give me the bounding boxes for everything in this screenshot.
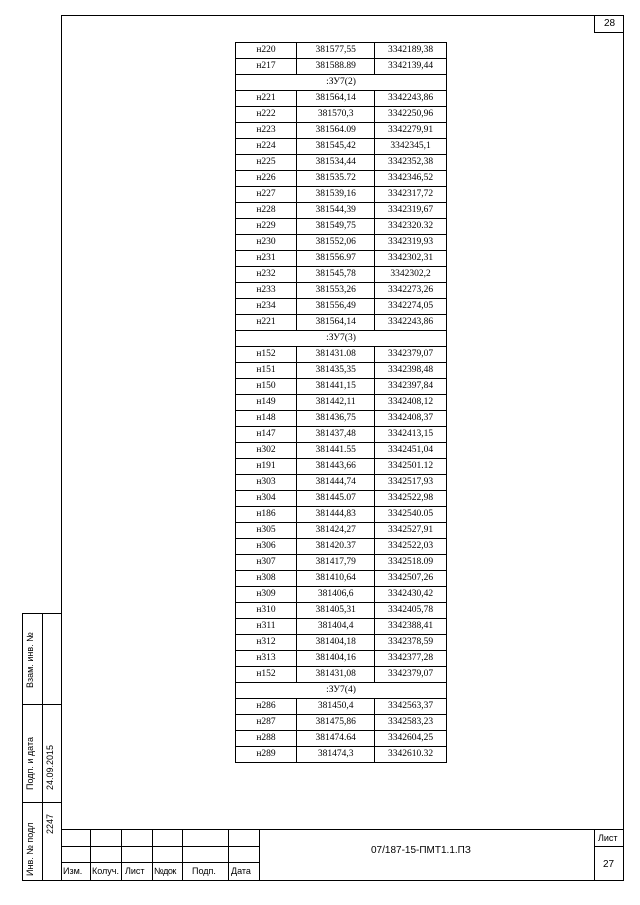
table-row (236, 107, 447, 123)
y-coordinate-cell: 3342604,25 (375, 731, 447, 747)
col-list: Лист (125, 866, 145, 876)
x-coordinate-cell: 381445.07 (297, 491, 375, 507)
table-row (236, 363, 447, 379)
x-coordinate-cell: 381405,31 (297, 603, 375, 619)
x-coordinate-cell: 381474.64 (297, 731, 375, 747)
point-id-cell: н304 (236, 491, 297, 507)
point-id-cell: н311 (236, 619, 297, 635)
x-coordinate-cell: 381474,3 (297, 747, 375, 763)
x-coordinate-cell: 381444,83 (297, 507, 375, 523)
table-row (236, 571, 447, 587)
tb-line (182, 829, 183, 881)
x-coordinate-cell: 381552,06 (297, 235, 375, 251)
section-row (236, 331, 447, 347)
table-row (236, 667, 447, 683)
y-coordinate-cell: 3342352,38 (375, 155, 447, 171)
table-row (236, 267, 447, 283)
x-coordinate-cell: 381444,74 (297, 475, 375, 491)
y-coordinate-cell: 3342451,04 (375, 443, 447, 459)
y-coordinate-cell: 3342540.05 (375, 507, 447, 523)
x-coordinate-cell: 381410,64 (297, 571, 375, 587)
point-id-cell: н225 (236, 155, 297, 171)
tb-line (152, 829, 153, 881)
title-block (61, 829, 624, 881)
side-stamp-divider (42, 614, 43, 880)
x-coordinate-cell: 381549,75 (297, 219, 375, 235)
x-coordinate-cell: 381404,18 (297, 635, 375, 651)
table-row (236, 731, 447, 747)
table-row (236, 123, 447, 139)
inv-podl-label: Инв. № подл (25, 822, 35, 876)
point-id-cell: н149 (236, 395, 297, 411)
tb-line (90, 829, 91, 881)
y-coordinate-cell: 3342139,44 (375, 59, 447, 75)
y-coordinate-cell: 3342250,96 (375, 107, 447, 123)
y-coordinate-cell: 3342302,2 (375, 267, 447, 283)
side-stamp-row-divider (23, 704, 62, 705)
y-coordinate-cell: 3342379,07 (375, 667, 447, 683)
y-coordinate-cell: 3342430,42 (375, 587, 447, 603)
x-coordinate-cell: 381404,4 (297, 619, 375, 635)
vzam-inv-label: Взам. инв. № (25, 632, 35, 688)
point-id-cell: н232 (236, 267, 297, 283)
x-coordinate-cell: 381539,16 (297, 187, 375, 203)
point-id-cell: н309 (236, 587, 297, 603)
x-coordinate-cell: 381564,14 (297, 315, 375, 331)
y-coordinate-cell: 3342563,37 (375, 699, 447, 715)
table-row (236, 315, 447, 331)
section-label: :ЗУ7(4) (236, 683, 447, 699)
tb-line (228, 829, 229, 881)
side-stamp-row-divider (23, 802, 62, 803)
table-row (236, 555, 447, 571)
y-coordinate-cell: 3342319,67 (375, 203, 447, 219)
side-stamp (22, 613, 61, 881)
point-id-cell: н220 (236, 43, 297, 59)
point-id-cell: н286 (236, 699, 297, 715)
point-id-cell: н310 (236, 603, 297, 619)
x-coordinate-cell: 381441.55 (297, 443, 375, 459)
y-coordinate-cell: 3342388,41 (375, 619, 447, 635)
x-coordinate-cell: 381406,6 (297, 587, 375, 603)
x-coordinate-cell: 381442,11 (297, 395, 375, 411)
point-id-cell: н231 (236, 251, 297, 267)
x-coordinate-cell: 381420.37 (297, 539, 375, 555)
y-coordinate-cell: 3342522,03 (375, 539, 447, 555)
table-row (236, 379, 447, 395)
y-coordinate-cell: 3342189,38 (375, 43, 447, 59)
point-id-cell: н228 (236, 203, 297, 219)
point-id-cell: н223 (236, 123, 297, 139)
table-row (236, 171, 447, 187)
podp-data-value: 24.09.2015 (45, 744, 55, 790)
y-coordinate-cell: 3342517,93 (375, 475, 447, 491)
col-data: Дата (231, 866, 251, 876)
y-coordinate-cell: 3342413,15 (375, 427, 447, 443)
y-coordinate-cell: 3342279,91 (375, 123, 447, 139)
tb-line (594, 846, 624, 847)
top-page-number: 28 (594, 15, 624, 33)
y-coordinate-cell: 3342379,07 (375, 347, 447, 363)
col-ndok: №док (154, 866, 176, 876)
y-coordinate-cell: 3342320.32 (375, 219, 447, 235)
table-row (236, 715, 447, 731)
podp-data-label: Подп. и дата (25, 736, 35, 790)
point-id-cell: н152 (236, 667, 297, 683)
table-row (236, 43, 447, 59)
x-coordinate-cell: 381545,78 (297, 267, 375, 283)
y-coordinate-cell: 3342377,28 (375, 651, 447, 667)
table-row (236, 443, 447, 459)
tb-line (61, 829, 624, 830)
table-row (236, 635, 447, 651)
y-coordinate-cell: 3342243,86 (375, 91, 447, 107)
table-row (236, 587, 447, 603)
section-row (236, 75, 447, 91)
point-id-cell: н234 (236, 299, 297, 315)
point-id-cell: н151 (236, 363, 297, 379)
y-coordinate-cell: 3342501.12 (375, 459, 447, 475)
table-row (236, 699, 447, 715)
x-coordinate-cell: 381535.72 (297, 171, 375, 187)
point-id-cell: н217 (236, 59, 297, 75)
table-row (236, 59, 447, 75)
x-coordinate-cell: 381435,35 (297, 363, 375, 379)
table-row (236, 619, 447, 635)
x-coordinate-cell: 381556.97 (297, 251, 375, 267)
tb-line (259, 829, 260, 881)
x-coordinate-cell: 381431.08 (297, 347, 375, 363)
point-id-cell: н313 (236, 651, 297, 667)
y-coordinate-cell: 3342398,48 (375, 363, 447, 379)
y-coordinate-cell: 3342583,23 (375, 715, 447, 731)
x-coordinate-cell: 381544,39 (297, 203, 375, 219)
table-row (236, 187, 447, 203)
y-coordinate-cell: 3342397,84 (375, 379, 447, 395)
x-coordinate-cell: 381431,08 (297, 667, 375, 683)
point-id-cell: н221 (236, 91, 297, 107)
table-row (236, 459, 447, 475)
sheet-label: Лист (598, 833, 618, 843)
x-coordinate-cell: 381577,55 (297, 43, 375, 59)
x-coordinate-cell: 381417,79 (297, 555, 375, 571)
point-id-cell: н306 (236, 539, 297, 555)
y-coordinate-cell: 3342405,78 (375, 603, 447, 619)
x-coordinate-cell: 381564,14 (297, 91, 375, 107)
table-row (236, 155, 447, 171)
point-id-cell: н152 (236, 347, 297, 363)
table-row (236, 603, 447, 619)
x-coordinate-cell: 381437,48 (297, 427, 375, 443)
x-coordinate-cell: 381424,27 (297, 523, 375, 539)
sheet-number: 27 (603, 859, 615, 870)
x-coordinate-cell: 381443,66 (297, 459, 375, 475)
point-id-cell: н150 (236, 379, 297, 395)
table-row (236, 395, 447, 411)
point-id-cell: н230 (236, 235, 297, 251)
tb-line (594, 829, 595, 881)
table-row (236, 251, 447, 267)
point-id-cell: н148 (236, 411, 297, 427)
section-label: :ЗУ7(3) (236, 331, 447, 347)
tb-line (121, 829, 122, 881)
coordinates-table (235, 42, 447, 763)
section-row (236, 683, 447, 699)
table-row (236, 283, 447, 299)
point-id-cell: н227 (236, 187, 297, 203)
table-row (236, 475, 447, 491)
point-id-cell: н147 (236, 427, 297, 443)
y-coordinate-cell: 3342243,86 (375, 315, 447, 331)
y-coordinate-cell: 3342522,98 (375, 491, 447, 507)
x-coordinate-cell: 381545,42 (297, 139, 375, 155)
point-id-cell: н186 (236, 507, 297, 523)
x-coordinate-cell: 381404,16 (297, 651, 375, 667)
x-coordinate-cell: 381564.09 (297, 123, 375, 139)
y-coordinate-cell: 3342527,91 (375, 523, 447, 539)
point-id-cell: н191 (236, 459, 297, 475)
x-coordinate-cell: 381588.89 (297, 59, 375, 75)
x-coordinate-cell: 381450,4 (297, 699, 375, 715)
table-row (236, 651, 447, 667)
point-id-cell: н307 (236, 555, 297, 571)
inv-podl-value: 2247 (45, 813, 55, 834)
section-label: :ЗУ7(2) (236, 75, 447, 91)
table-row (236, 203, 447, 219)
document-code: 07/187-15-ПМТ1.1.ПЗ (371, 845, 471, 856)
y-coordinate-cell: 3342273,26 (375, 283, 447, 299)
x-coordinate-cell: 381556,49 (297, 299, 375, 315)
x-coordinate-cell: 381534,44 (297, 155, 375, 171)
x-coordinate-cell: 381475,86 (297, 715, 375, 731)
y-coordinate-cell: 3342610.32 (375, 747, 447, 763)
y-coordinate-cell: 3342274,05 (375, 299, 447, 315)
table-row (236, 411, 447, 427)
y-coordinate-cell: 3342408,12 (375, 395, 447, 411)
col-izm: Изм. (63, 866, 83, 876)
point-id-cell: н226 (236, 171, 297, 187)
table-row (236, 299, 447, 315)
point-id-cell: н303 (236, 475, 297, 491)
point-id-cell: н302 (236, 443, 297, 459)
point-id-cell: н222 (236, 107, 297, 123)
col-podp: Подп. (192, 866, 216, 876)
table-row (236, 139, 447, 155)
point-id-cell: н305 (236, 523, 297, 539)
table-row (236, 491, 447, 507)
point-id-cell: н287 (236, 715, 297, 731)
y-coordinate-cell: 3342378,59 (375, 635, 447, 651)
point-id-cell: н224 (236, 139, 297, 155)
point-id-cell: н233 (236, 283, 297, 299)
table-row (236, 539, 447, 555)
x-coordinate-cell: 381441,15 (297, 379, 375, 395)
table-row (236, 427, 447, 443)
table-row (236, 523, 447, 539)
y-coordinate-cell: 3342319,93 (375, 235, 447, 251)
y-coordinate-cell: 3342346,52 (375, 171, 447, 187)
y-coordinate-cell: 3342317,72 (375, 187, 447, 203)
table-row (236, 219, 447, 235)
point-id-cell: н229 (236, 219, 297, 235)
point-id-cell: н308 (236, 571, 297, 587)
y-coordinate-cell: 3342302,31 (375, 251, 447, 267)
table-row (236, 507, 447, 523)
table-row (236, 91, 447, 107)
x-coordinate-cell: 381436,75 (297, 411, 375, 427)
y-coordinate-cell: 3342507,26 (375, 571, 447, 587)
y-coordinate-cell: 3342518.09 (375, 555, 447, 571)
point-id-cell: н221 (236, 315, 297, 331)
x-coordinate-cell: 381553,26 (297, 283, 375, 299)
point-id-cell: н289 (236, 747, 297, 763)
y-coordinate-cell: 3342408,37 (375, 411, 447, 427)
table-row (236, 347, 447, 363)
y-coordinate-cell: 3342345,1 (375, 139, 447, 155)
point-id-cell: н312 (236, 635, 297, 651)
point-id-cell: н288 (236, 731, 297, 747)
col-koluch: Колуч. (92, 866, 119, 876)
table-row (236, 747, 447, 763)
x-coordinate-cell: 381570,3 (297, 107, 375, 123)
table-row (236, 235, 447, 251)
